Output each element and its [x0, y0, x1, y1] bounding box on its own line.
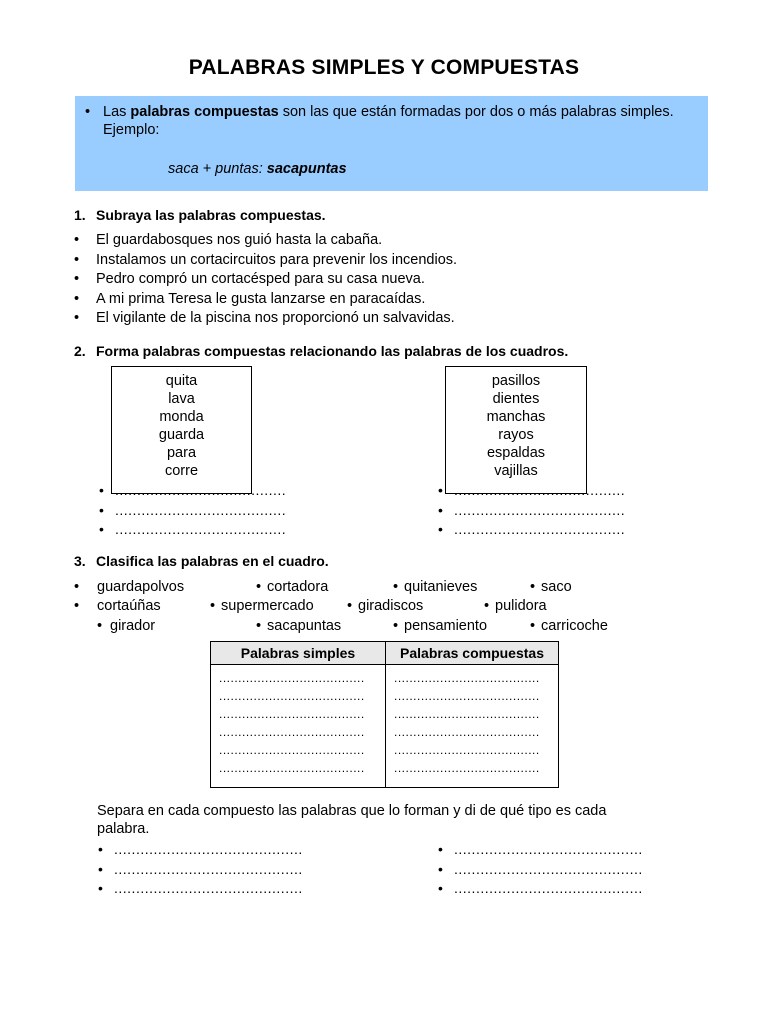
word: guarda [158, 427, 205, 443]
bullet: • [347, 598, 353, 614]
bullet: • [530, 618, 536, 634]
word: quita [165, 373, 198, 389]
list-item: • A mi prima Teresa le gusta lanzarse en paracaídas. [72, 290, 692, 310]
definition-box [75, 96, 708, 191]
classification-table [210, 641, 559, 788]
bullet: • [530, 579, 536, 595]
word: monda [159, 409, 204, 425]
word: quitanieves [404, 579, 478, 595]
bullet: • [393, 618, 399, 634]
page-title: PALABRAS SIMPLES Y COMPUESTAS [188, 56, 580, 79]
bullet: • [256, 579, 262, 595]
word-box-left [111, 366, 252, 494]
word: giradiscos [358, 598, 424, 614]
word: sacapuntas [267, 618, 342, 634]
word: cortaúñas [97, 598, 161, 614]
compound-words-column[interactable]: ...................................... ...................................... ...................................... ...................................... ...................................... ...................................... [386, 665, 559, 788]
word: rayos [498, 427, 534, 443]
word: lava [168, 391, 195, 407]
word: para [166, 445, 197, 461]
word: supermercado [221, 598, 314, 614]
simple-words-column[interactable]: ...................................... ...................................... ...................................... ...................................... ...................................... ...................................... [211, 665, 386, 788]
word: dientes [492, 391, 540, 407]
word: pasillos [491, 373, 541, 389]
section-2-heading: 2. Forma palabras compuestas relacionando las palabras de los cuadros. [74, 343, 569, 359]
word: saco [541, 579, 572, 595]
bullet: • [85, 104, 91, 120]
word: espaldas [486, 445, 546, 461]
word: carricoche [541, 618, 608, 634]
bullet: • [74, 598, 80, 614]
word: vajillas [494, 463, 538, 479]
example-label: Ejemplo: [103, 122, 160, 138]
instruction-paragraph: Separa en cada compuesto las palabras que lo forman y di de qué tipo es cada palabra. [97, 803, 607, 837]
bullet: • [393, 579, 399, 595]
word-bank [0, 579, 768, 639]
table-header-compound: Palabras compuestas [386, 642, 559, 665]
section-3-heading: 3. Clasifica las palabras en el cuadro. [74, 553, 329, 569]
word: cortadora [267, 579, 329, 595]
word: pensamiento [404, 618, 488, 634]
table-header-simple: Palabras simples [211, 642, 386, 665]
bullet: • [97, 618, 103, 634]
definition-keyword: palabras compuestas [130, 104, 279, 120]
definition-text: Las palabras compuestas son las que están formadas por dos o más palabras simples. Ejemplo: [103, 104, 674, 138]
word: pulidora [495, 598, 547, 614]
bullet: • [256, 618, 262, 634]
list-item: • Pedro compró un cortacésped para su casa nueva. [72, 270, 692, 290]
list-item: • El vigilante de la piscina nos proporcionó un salvavidas. [72, 309, 692, 329]
word: guardapolvos [97, 579, 185, 595]
list-item: • Instalamos un cortacircuitos para prevenir los incendios. [72, 251, 692, 271]
bullet: • [210, 598, 216, 614]
word: girador [110, 618, 156, 634]
bullet: • [484, 598, 490, 614]
word-box-right [445, 366, 587, 494]
example-line: saca + puntas: sacapuntas [168, 161, 347, 177]
section-1-heading: 1. Subraya las palabras compuestas. [74, 207, 326, 223]
word: corre [164, 463, 199, 479]
section-1-list [72, 231, 692, 329]
list-item: • El guardabosques nos guió hasta la cabaña. [72, 231, 692, 251]
word: manchas [486, 409, 546, 425]
example-result: sacapuntas [266, 161, 347, 177]
bullet: • [74, 579, 80, 595]
